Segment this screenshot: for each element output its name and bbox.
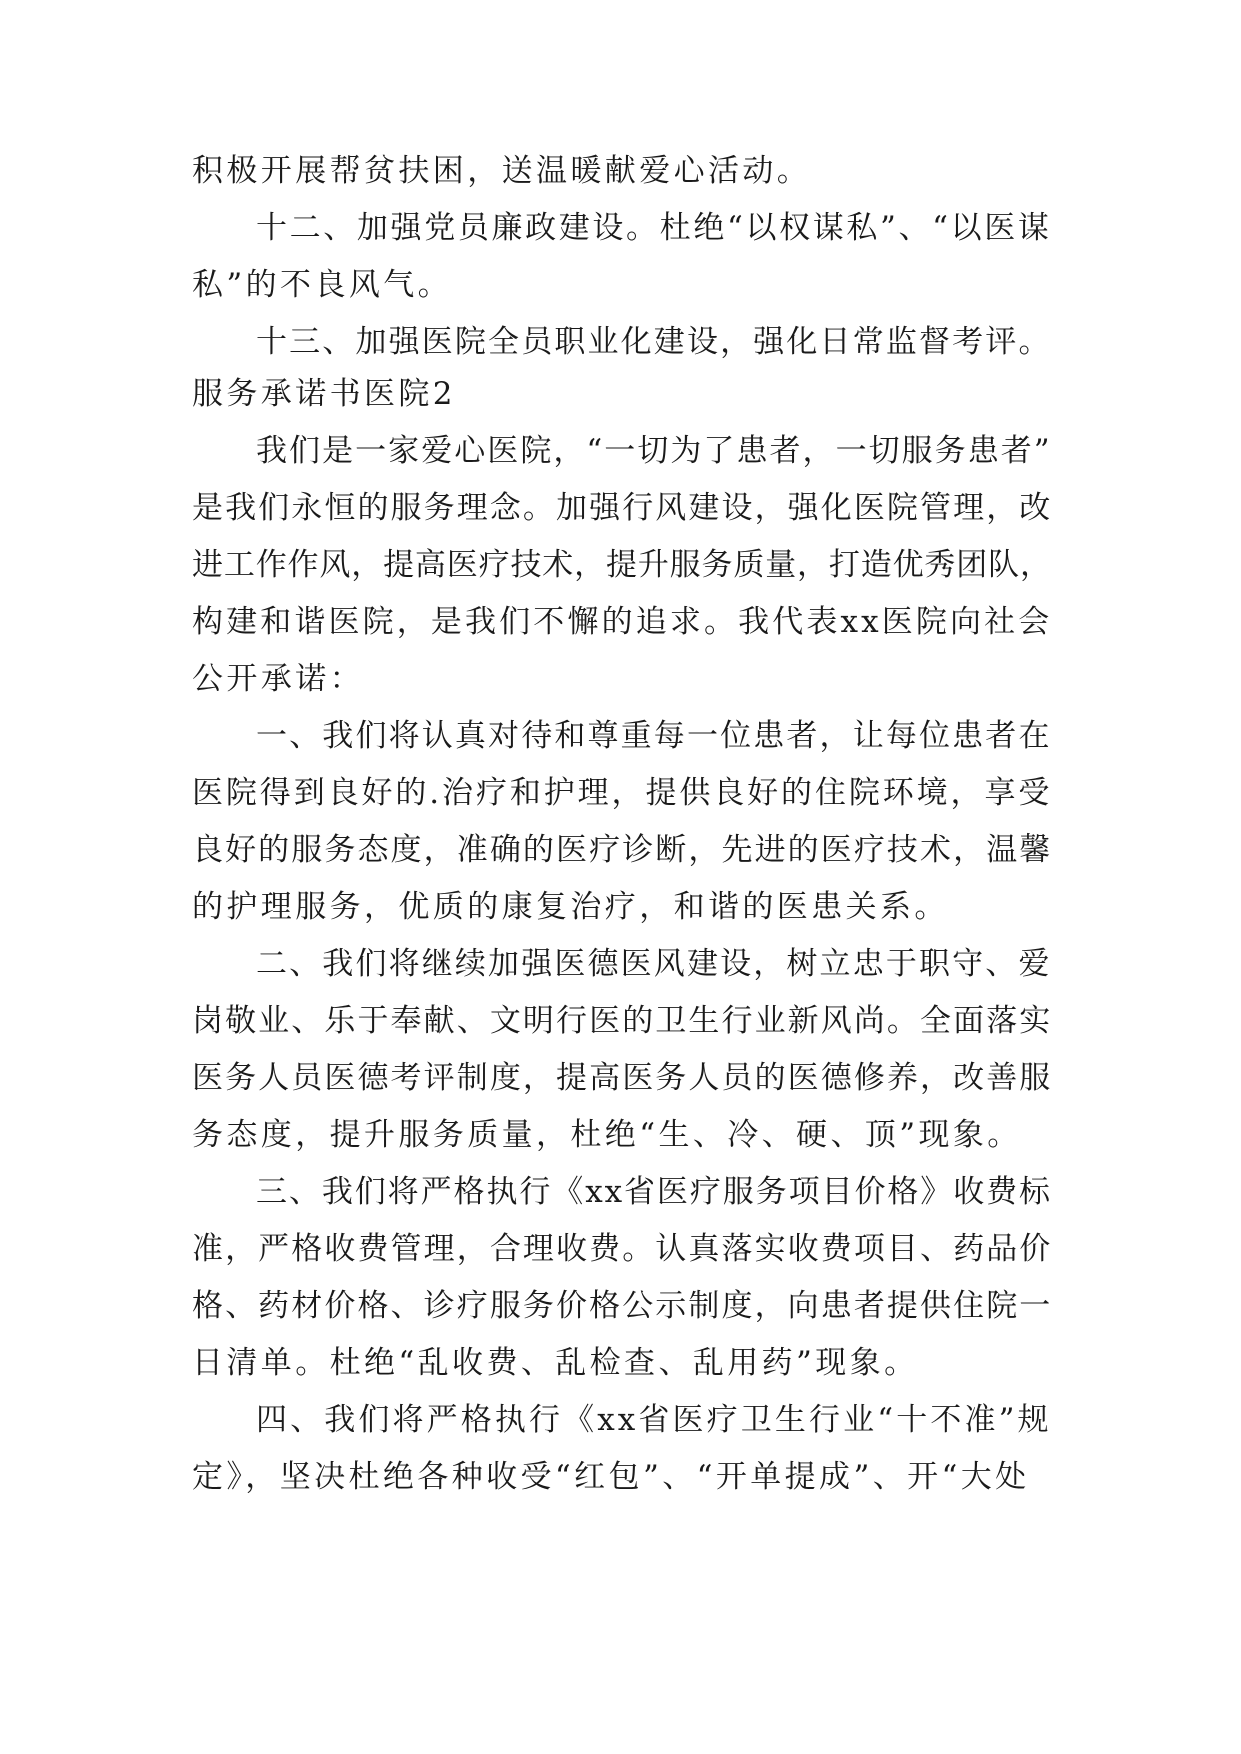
text-line: 积极开展帮贫扶困，送温暖献爱心活动。 [192, 153, 812, 189]
text-line: 准，严格收费管理，合理收费。认真落实收费项目、药品价 [192, 1231, 1053, 1267]
text-line: 私”的不良风气。 [192, 267, 453, 303]
text-line: 日清单。杜绝“乱收费、乱检查、乱用药”现象。 [192, 1345, 919, 1381]
text-line: 十二、加强党员廉政建设。杜绝“以权谋私”、“以医谋 [256, 210, 1052, 246]
text-line: 良好的服务态度，准确的医疗诊断，先进的医疗技术，温馨 [192, 832, 1053, 868]
text-line: 公开承诺： [192, 661, 364, 697]
text-line: 二、我们将继续加强医德医风建设，树立忠于职守、爱 [256, 946, 1052, 982]
text-line: 格、药材价格、诊疗服务价格公示制度，向患者提供住院一 [192, 1288, 1053, 1324]
text-line: 三、我们将严格执行《xx省医疗服务项目价格》收费标 [256, 1174, 1052, 1210]
text-line: 岗敬业、乐于奉献、文明行医的卫生行业新风尚。全面落实 [192, 1003, 1053, 1039]
text-line: 医院得到良好的.治疗和护理，提供良好的住院环境，享受 [192, 775, 1053, 811]
text-line: 进工作作风，提高医疗技术，提升服务质量，打造优秀团队， [192, 547, 1052, 583]
text-line: 我们是一家爱心医院，“一切为了患者，一切服务患者” [256, 433, 1052, 469]
text-line: 十三、加强医院全员职业化建设，强化日常监督考评。 [256, 324, 1052, 360]
text-line: 四、我们将严格执行《xx省医疗卫生行业“十不准”规 [256, 1402, 1052, 1438]
text-line: 是我们永恒的服务理念。加强行风建设，强化医院管理，改 [192, 490, 1053, 526]
text-line: 务态度，提升服务质量，杜绝“生、冷、硬、顶”现象。 [192, 1117, 1022, 1153]
section-heading: 服务承诺书医院2 [192, 376, 456, 412]
text-line: 构建和谐医院，是我们不懈的追求。我代表xx医院向社会 [192, 604, 1053, 640]
text-line: 的护理服务，优质的康复治疗，和谐的医患关系。 [192, 889, 949, 925]
text-line: 定》，坚决杜绝各种收受“红包”、“开单提成”、开“大处 [192, 1459, 1030, 1495]
text-line: 一、我们将认真对待和尊重每一位患者，让每位患者在 [256, 718, 1052, 754]
text-line: 医务人员医德考评制度，提高医务人员的医德修养，改善服 [192, 1060, 1053, 1096]
